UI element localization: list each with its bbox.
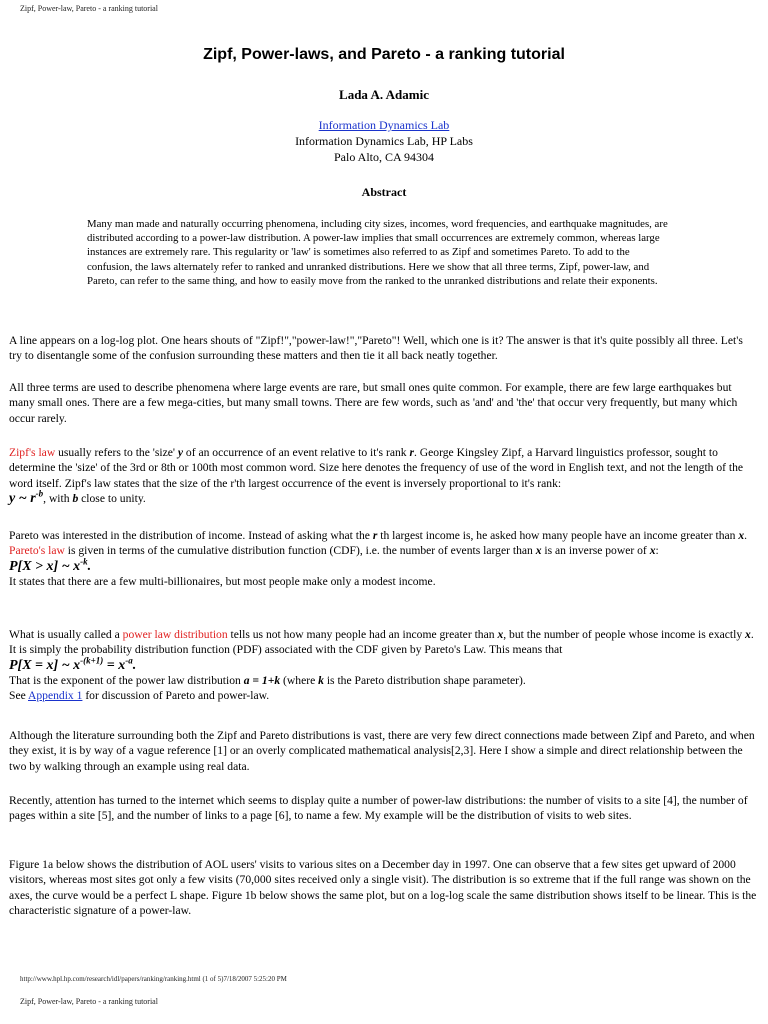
pareto-formula: P[X > x] ~ $x^{-k}$. [9, 555, 92, 574]
paragraph-intro: A line appears on a log-log plot. One hears shouts of "Zipf!","power-law!","Pareto"! Well, which one is it? The answer is that it's quite possibly all three. Let's try to disentangle some of the confusion surrounding these matters and then tie it all back neatly together. [9, 334, 743, 363]
paragraph-power-law: What is usually called a power law distribution tells us not how many people had an income greater than x, but the number of people whose income is exactly x. It is simply the probability distribution function (PDF) associated with the CDF given by Pareto's Law. This means that P[X = x] ~ $x^{-(k+1)} = x^{-a}$. That is the exponent of the power law distribution a = 1+k (where k is the Pareto distribution shape parameter). See Appendix 1 for discussion of Pareto and power-law. [9, 628, 754, 703]
power-law-formula: P[X = x] ~ $x^{-(k+1)} = x^{-a}$. [9, 654, 137, 673]
abstract-heading: Abstract [361, 185, 407, 199]
abstract-text: Many man made and naturally occurring phenomena, including city sizes, incomes, word frequencies, and earthquake magnitudes, are distributed according to a power-law distribution. A power-law implies that small occurrences are extremely common, whereas large instances are extremely rare. This regularity or 'law' is sometimes also referred to as Zipf and sometimes Pareto. To add to the confusion, the laws alternately refer to ranked and unranked distributions. Here we show that all three terms, Zipf, power-law, and Pareto, can refer to the same thing, and how to easily move from the ranked to the unranked distributions and relate their exponents. [87, 218, 668, 287]
paragraph-internet: Recently, attention has turned to the internet which seems to display quite a number of power-law distributions: the number of visits to a site [4], the number of pages within a site [5], and the number of links to a page [6], to name a few. My example will be the distribution of visits to web sites. [9, 794, 748, 823]
power-law-distribution-link[interactable]: power law distribution [122, 628, 228, 641]
page-title: Zipf, Power-laws, and Pareto - a ranking tutorial [203, 46, 565, 63]
running-footer: Zipf, Power-law, Pareto - a ranking tutorial [20, 997, 158, 1006]
footer-url: http://www.hpl.hp.com/research/idl/papers/ranking/ranking.html (1 of 5)7/18/2007 5:25:20 PM [20, 975, 287, 983]
paragraph-figure-1: Figure 1a below shows the distribution of AOL users' visits to various sites on a December day in 1997. One can observe that a few sites get upward of 2000 visitors, whereas most sites got only a few visits (70,000 sites received only a single visit). The distribution is so extreme that if the full range was shown on the axes, the curve would be a perfect L shape. Figure 1b below shows the same plot, but on a log-log scale the same distribution shows itself to be linear. This is the characteristic signature of a power-law. [9, 858, 757, 917]
paragraph-rare-events: All three terms are used to describe phenomena where large events are rare, but small ones quite common. For example, there are few large earthquakes but many small ones. There are a few mega-cities, but many small towns. There are few words, such as 'and' and 'the' that occur very frequently, but many which occur rarely. [9, 381, 738, 425]
lab-link[interactable]: Information Dynamics Lab [318, 118, 450, 132]
affiliation-line: Information Dynamics Lab, HP Labs [295, 134, 473, 148]
paragraph-literature: Although the literature surrounding both the Zipf and Pareto distributions is vast, there are very few direct connections made between Zipf and Pareto, and when they exist, it is by way of a vague reference [1] or an overly complicated mathematical analysis[2,3]. Here I show a simple and direct relationship between the two by walking through an example using real data. [9, 729, 755, 773]
paretos-law-link[interactable]: Pareto's law [9, 544, 65, 558]
appendix-1-link[interactable]: Appendix 1 [28, 689, 83, 703]
address-line: Palo Alto, CA 94304 [333, 150, 434, 164]
affiliation [0, 117, 768, 165]
running-header: Zipf, Power-law, Pareto - a ranking tutorial [20, 4, 158, 13]
zipf-formula: y ~ $r^{-b}$ [9, 488, 44, 506]
paragraph-zipf: Zipf's law usually refers to the 'size' y of an occurrence of an event relative to it's rank r. George Kingsley Zipf, a Harvard linguistics professor, sought to determine the 'size' of the 3rd or 8th or 100th most common word. Size here denotes the frequency of use of the word in English text, and not the length of the word itself. Zipf's law states that the size of the r'th largest occurrence of the event is inversely proportional to it's rank: y ~ $r^{-b}$, with b close to unity. [9, 446, 744, 506]
zipfs-law-link[interactable]: Zipf's law [9, 446, 56, 459]
paragraph-pareto: Pareto was interested in the distribution of income. Instead of asking what the r th largest income is, he asked how many people have an income greater than x. Pareto's law is given in terms of the cumulative distribution function (CDF), i.e. the number of events larger than x is an inverse power of x: P[X > x] ~ $x^{-k}$. It states that there are a few multi-billionaires, but most people make only a modest income. [9, 529, 748, 588]
author-name: Lada A. Adamic [339, 87, 429, 102]
